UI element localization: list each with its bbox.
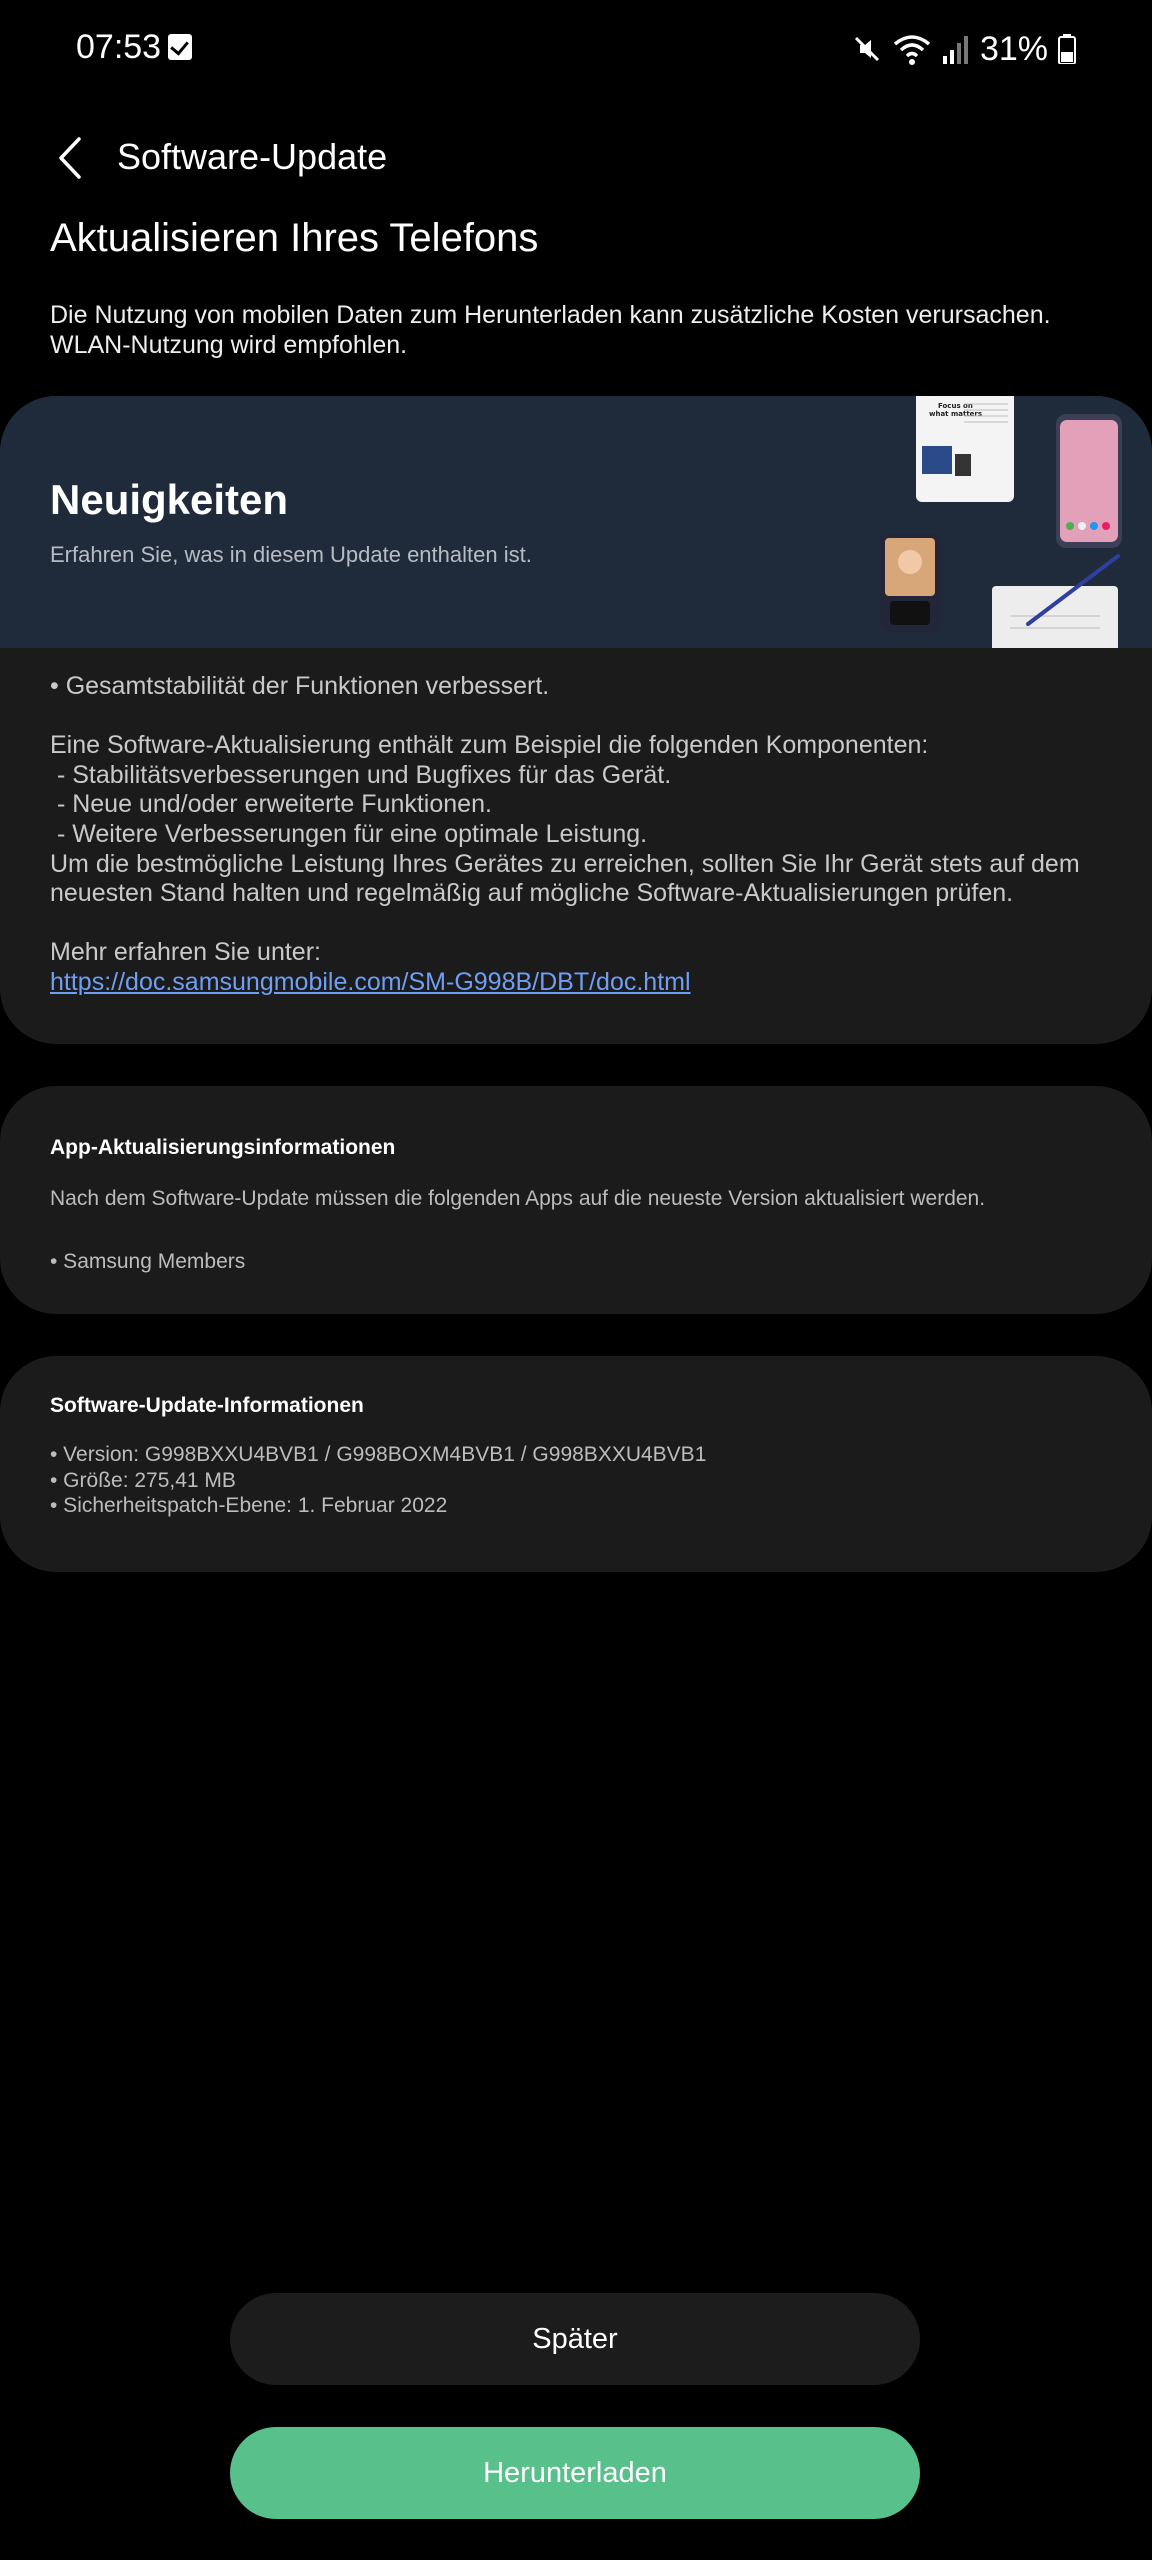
news-line <box>50 702 1120 732</box>
update-security-patch: • Sicherheitspatch-Ebene: 1. Februar 2022 <box>50 1494 448 1517</box>
news-line: Um die bestmögliche Leistung Ihres Gerätes zu erreichen, sollten Sie Ihr Gerät stets auf dem <box>50 849 1080 878</box>
intro-text <box>50 300 1110 360</box>
app-update-description: Nach dem Software-Update müssen die folgenden Apps auf die neueste Version aktualisiert werden. <box>50 1187 986 1210</box>
update-size: • Größe: 275,41 MB <box>50 1468 236 1492</box>
back-button[interactable] <box>30 118 110 198</box>
news-line: neuesten Stand halten und regelmäßig auf mögliche Software-Aktualisierungen prüfen. <box>50 879 1014 908</box>
later-button[interactable]: Später <box>230 2293 920 2385</box>
battery-icon <box>1058 34 1076 64</box>
checklist-notification-icon <box>168 34 192 60</box>
app-update-card <box>0 1086 1152 1314</box>
app-list-item: • Samsung Members <box>50 1250 246 1273</box>
update-info-lines <box>50 1442 1120 1519</box>
intro-line: WLAN-Nutzung wird empfohlen. <box>50 331 408 359</box>
news-line: - Weitere Verbesserungen für eine optimale Leistung. <box>50 819 648 848</box>
news-line: - Stabilitätsverbesserungen und Bugfixes für das Gerät. <box>50 760 672 789</box>
banner-text-1: Focus on <box>938 402 973 410</box>
signal-icon <box>942 34 970 64</box>
page-heading: Aktualisieren Ihres Telefons <box>50 216 539 260</box>
status-icons <box>852 26 1076 72</box>
banner-text-2: what matters <box>929 410 983 418</box>
status-bar <box>0 0 1152 100</box>
chevron-left-icon <box>57 136 83 180</box>
news-line: • Gesamtstabilität der Funktionen verbessert. <box>50 672 550 700</box>
news-banner <box>0 396 1152 648</box>
news-line: Mehr erfahren Sie unter: <box>50 938 321 967</box>
battery-percentage: 31% <box>979 29 1048 68</box>
update-info-card <box>0 1356 1152 1572</box>
app-title: Software-Update <box>117 136 388 177</box>
update-info-title: Software-Update-Informationen <box>50 1394 364 1417</box>
more-info-link[interactable]: https://doc.samsungmobile.com/SM-G998B/DBT/doc.html <box>50 967 691 996</box>
news-body <box>50 672 1120 998</box>
wifi-icon <box>892 32 932 66</box>
devices-illustration <box>860 396 1152 648</box>
news-line <box>50 909 1120 939</box>
news-subtitle: Erfahren Sie, was in diesem Update enthalten ist. <box>50 542 532 567</box>
news-card <box>0 396 1152 1044</box>
news-title: Neuigkeiten <box>50 476 289 523</box>
update-version: • Version: G998BXXU4BVB1 / G998BOXM4BVB1 / G998BXXU4BVB1 <box>50 1443 707 1466</box>
news-line: Eine Software-Aktualisierung enthält zum Beispiel die folgenden Komponenten: <box>50 731 929 760</box>
intro-line: Die Nutzung von mobilen Daten zum Herunterladen kann zusätzliche Kosten verursachen. <box>50 301 1051 329</box>
download-button[interactable]: Herunterladen <box>230 2427 920 2519</box>
mute-icon <box>852 34 882 64</box>
status-time: 07:53 <box>76 28 162 66</box>
app-update-title: App-Aktualisierungsinformationen <box>50 1136 396 1159</box>
news-line: - Neue und/oder erweiterte Funktionen. <box>50 790 492 819</box>
